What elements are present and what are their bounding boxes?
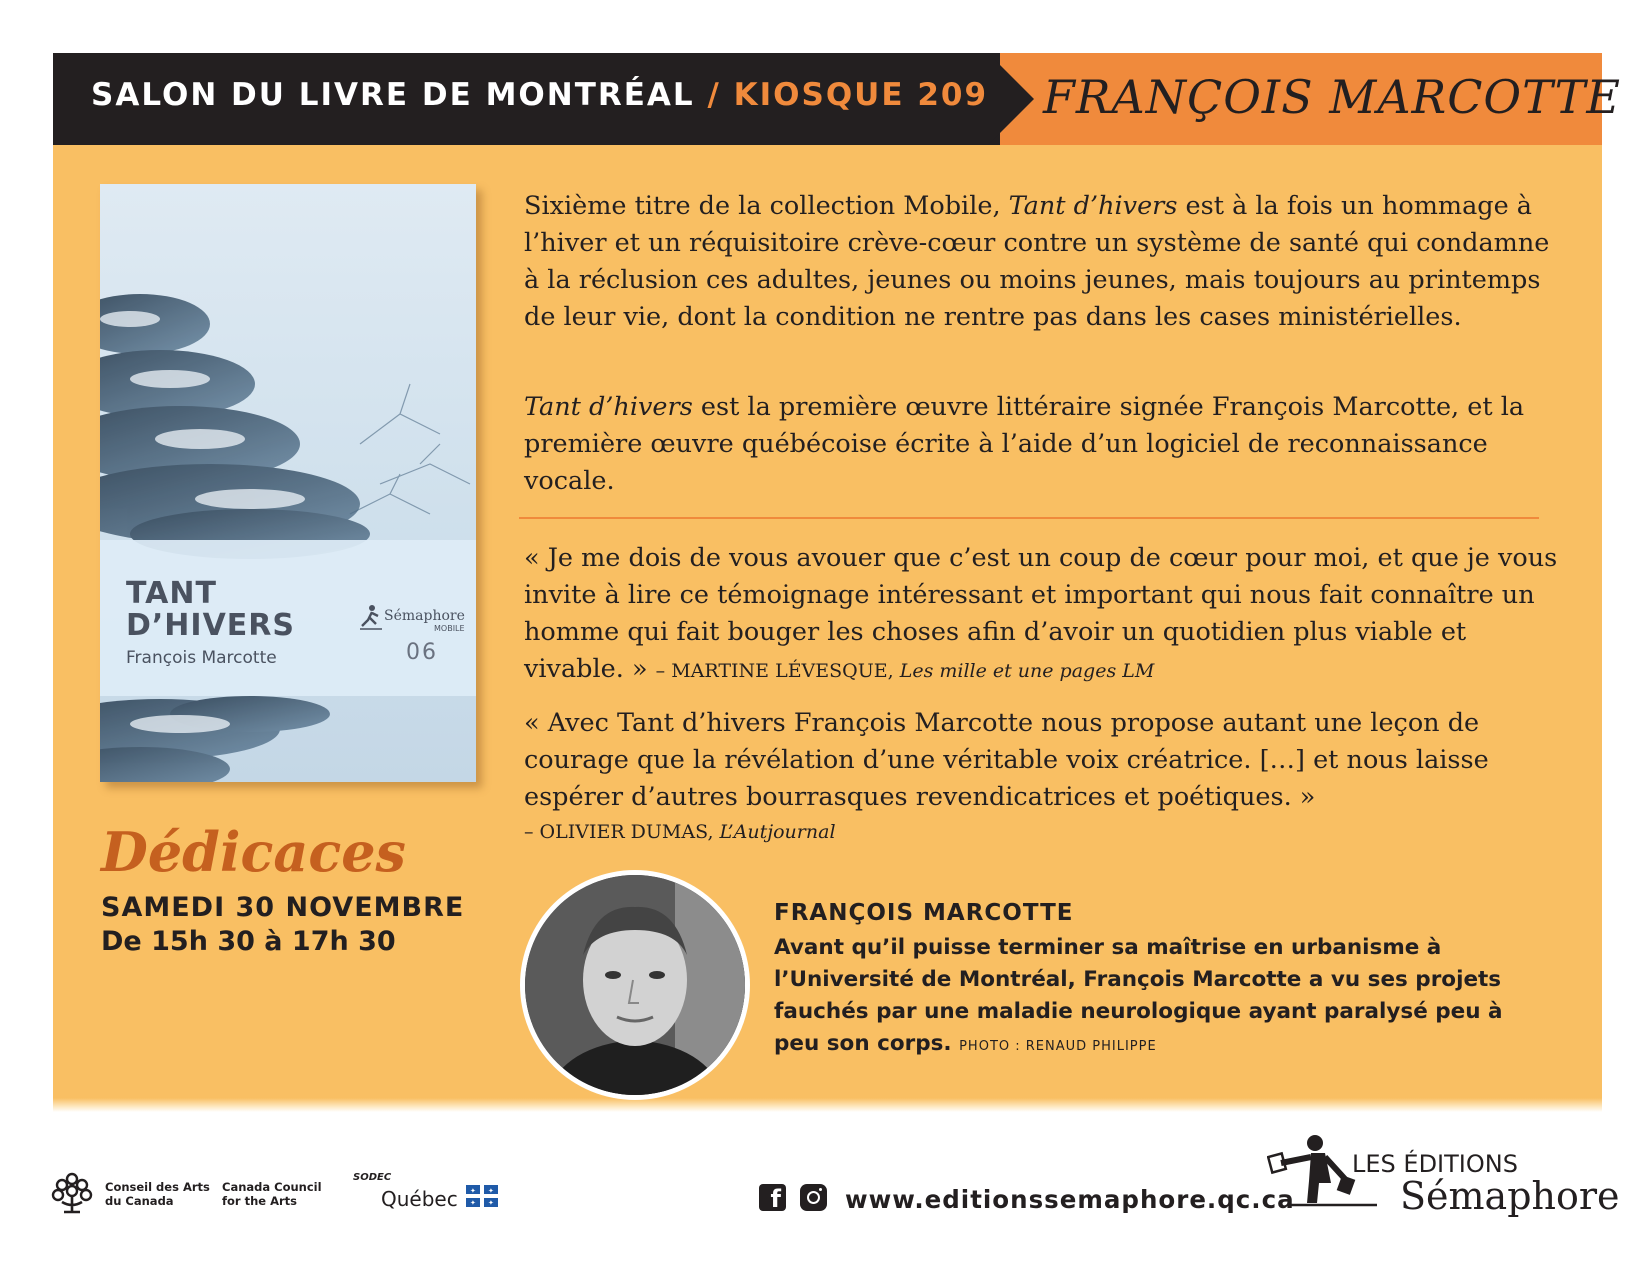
header-separator: / [694, 77, 734, 113]
publisher-prefix: LES ÉDITIONS [1352, 1150, 1518, 1178]
quote-source: L’Autjournal [719, 821, 836, 843]
header-event [91, 77, 988, 113]
bio-author-name: FRANÇOIS MARCOTTE [774, 900, 1074, 926]
sodec-label: SODEC [353, 1172, 392, 1183]
cover-collection: MOBILE [434, 624, 465, 633]
instagram-icon[interactable] [800, 1184, 827, 1211]
panel-torn-edge [53, 1098, 1602, 1112]
book-cover [100, 184, 476, 782]
canada-council-icon [50, 1172, 94, 1216]
kiosk-number: KIOSQUE 209 [733, 77, 989, 113]
cover-number: 06 [406, 640, 438, 665]
dedicaces-time: De 15h 30 à 17h 30 [101, 926, 396, 957]
author-photo [520, 870, 750, 1100]
quote-text: « Je me dois de vous avouer que c’est un coup de cœur pour moi, et que je vous invite à lire ce témoignage intéressant et important qui nous fait connaître un homme qui fait bouger les choses afin d’avoir un quotidien plus viable et vivable. » [524, 543, 1558, 684]
svg-text:✦: ✦ [488, 1199, 494, 1207]
quote-source: Les mille et une pages LM [899, 660, 1155, 682]
bio-description: Avant qu’il puisse terminer sa maîtrise en urbanisme à l’Université de Montréal, François Marcotte a vu ses projets fauchés par une maladie neurologique ayant paralysé peu à peu son corps. [774, 935, 1503, 1056]
photo-credit: PHOTO : RENAUD PHILIPPE [959, 1039, 1157, 1054]
book-title-italic: Tant d’hivers [524, 392, 693, 422]
review-quote-1 [524, 540, 1564, 690]
review-quote-2: « Avec Tant d’hivers François Marcotte nous propose autant une leçon de courage que la révélation d’une véritable voix créatrice. […] et nous laisse espérer d’autres bourrasques revendicatrices et poétiques. » [524, 708, 1489, 812]
author-portrait [525, 875, 745, 1095]
website-link[interactable]: www.editionssemaphore.qc.ca [845, 1185, 1295, 1214]
bio-text [774, 932, 1514, 1063]
header-author-name: FRANÇOIS MARCOTTE [1043, 70, 1621, 124]
publisher-name: Sémaphore [1400, 1174, 1620, 1218]
quote-author: – OLIVIER DUMAS, [524, 821, 720, 843]
event-name: SALON DU LIVRE DE MONTRÉAL [91, 77, 695, 113]
quebec-label: Québec [381, 1187, 458, 1211]
dedicaces-date: SAMEDI 30 NOVEMBRE [101, 892, 465, 923]
runner-icon [360, 604, 382, 630]
desc-text: est à la fois un hommage à l’hiver et un réquisitoire crève-cœur contre un système de santé qui condamne à la réclusion ces adultes, jeunes ou moins jeunes, mais toujours au printemps de leur vie, dont la condition ne rentre pas dans les cases ministérielles. [524, 191, 1550, 332]
description-paragraph-2 [524, 389, 1564, 500]
quebec-flag-icon [466, 1185, 498, 1207]
cover-author: François Marcotte [126, 648, 277, 668]
header-arrow [988, 53, 1034, 145]
divider-rule [519, 517, 1539, 519]
desc-text: Sixième titre de la collection Mobile, [524, 191, 1009, 221]
desc-text: est la première œuvre littéraire signée François Marcotte, et la première œuvre québécoise écrite à l’aide d’un logiciel de reconnaissance vocale. [524, 392, 1525, 496]
quote-attribution [656, 660, 1155, 682]
svg-text:✦: ✦ [470, 1187, 476, 1195]
cover-title: TANT D’HIVERS [126, 576, 295, 643]
svg-text:✦: ✦ [470, 1199, 476, 1207]
cover-title-band [100, 540, 476, 696]
description-paragraph-1 [524, 188, 1564, 336]
canada-council-en: Canada Council for the Arts [222, 1180, 322, 1208]
svg-text:✦: ✦ [488, 1187, 494, 1195]
quote-author: – MARTINE LÉVESQUE, [655, 660, 900, 682]
dedicaces-title: Dédicaces [101, 820, 406, 884]
book-title-italic: Tant d’hivers [1008, 191, 1178, 221]
facebook-icon[interactable]: f [759, 1184, 786, 1211]
quote-attribution-2 [524, 821, 836, 843]
canada-council-fr: Conseil des Arts du Canada [105, 1180, 210, 1208]
portrait-image [525, 875, 745, 1095]
cover-publisher-name: Sémaphore [384, 608, 465, 624]
